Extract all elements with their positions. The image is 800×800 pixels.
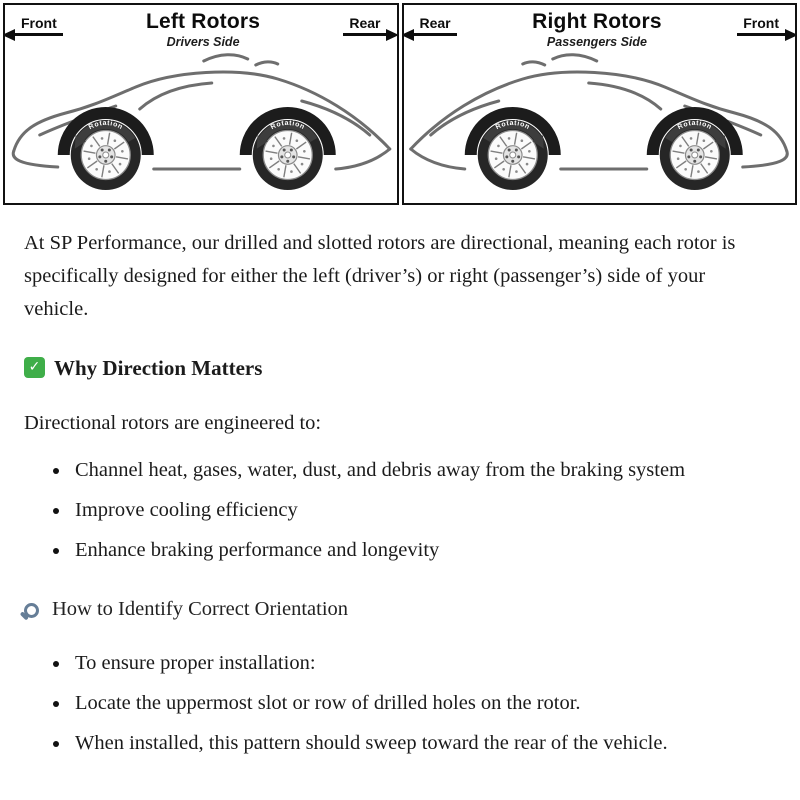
how-to-identify-heading <box>24 593 772 626</box>
front-label: Front <box>743 15 779 31</box>
check-glyph: ✓ <box>28 359 41 376</box>
left-panel-title-wrap <box>146 10 260 49</box>
section1-heading-text: Why Direction Matters <box>54 355 263 380</box>
why-direction-matters-heading <box>24 351 772 385</box>
rear-rotor-left-car <box>253 120 323 190</box>
intro-paragraph: At SP Performance, our drilled and slotted rotors are directional, meaning each rotor is specifically designed for either the left (driver’s) or right (passenger’s) side of your vehicle. <box>24 232 736 321</box>
right-rotors-panel <box>402 3 798 205</box>
arrow-right-icon <box>386 29 398 41</box>
list-item: • Enhance braking performance and longevity <box>71 534 772 567</box>
left-car-drawing <box>5 51 397 203</box>
check-icon <box>24 357 45 378</box>
rear-rotor-right-car <box>477 120 547 190</box>
rotation-label: Rotation <box>87 119 124 132</box>
left-panel-subtitle: Drivers Side <box>166 35 240 49</box>
left-panel-header <box>5 5 397 49</box>
front-direction-label-left-panel <box>15 15 63 36</box>
right-panel-header <box>404 5 796 49</box>
section1-bullet-list <box>24 454 772 568</box>
rotation-label: Rotation <box>269 119 306 132</box>
right-panel-title: Right Rotors <box>532 10 662 33</box>
section2-heading-text: How to Identify Correct Orientation <box>52 598 349 621</box>
rotation-label: Rotation <box>676 119 713 132</box>
list-item: • To ensure proper installation: <box>71 647 772 680</box>
list-item: • Locate the uppermost slot or row of drilled holes on the rotor. <box>71 687 772 720</box>
right-panel-title-wrap <box>532 10 662 49</box>
arrow-left-icon <box>402 29 414 41</box>
front-rotor-left-car <box>71 120 141 190</box>
rear-label: Rear <box>419 15 451 31</box>
list-item: • Improve cooling efficiency <box>71 494 772 527</box>
arrow-right-icon <box>785 29 797 41</box>
rear-direction-label-left-panel <box>343 15 386 36</box>
list-item: • When installed, this pattern should sweep toward the rear of the vehicle. <box>71 727 772 760</box>
section2-bullet-list <box>24 647 772 761</box>
list-item: • Channel heat, gases, water, dust, and debris away from the braking system <box>71 454 772 487</box>
section1-lead: Directional rotors are engineered to: <box>24 411 322 434</box>
magnifier-icon <box>24 603 39 618</box>
front-label: Front <box>21 15 57 31</box>
rotor-direction-diagram <box>0 0 800 205</box>
right-panel-subtitle: Passengers Side <box>546 35 647 49</box>
left-panel-title: Left Rotors <box>145 10 261 33</box>
rotation-label: Rotation <box>494 119 531 132</box>
left-rotors-panel <box>3 3 399 205</box>
right-car-drawing <box>404 51 796 203</box>
front-direction-label-right-panel <box>737 15 785 36</box>
front-rotor-right-car <box>659 120 729 190</box>
article-content <box>0 205 800 779</box>
arrow-left-icon <box>3 29 15 41</box>
rear-direction-label-right-panel <box>414 15 457 36</box>
rear-label: Rear <box>349 15 381 31</box>
